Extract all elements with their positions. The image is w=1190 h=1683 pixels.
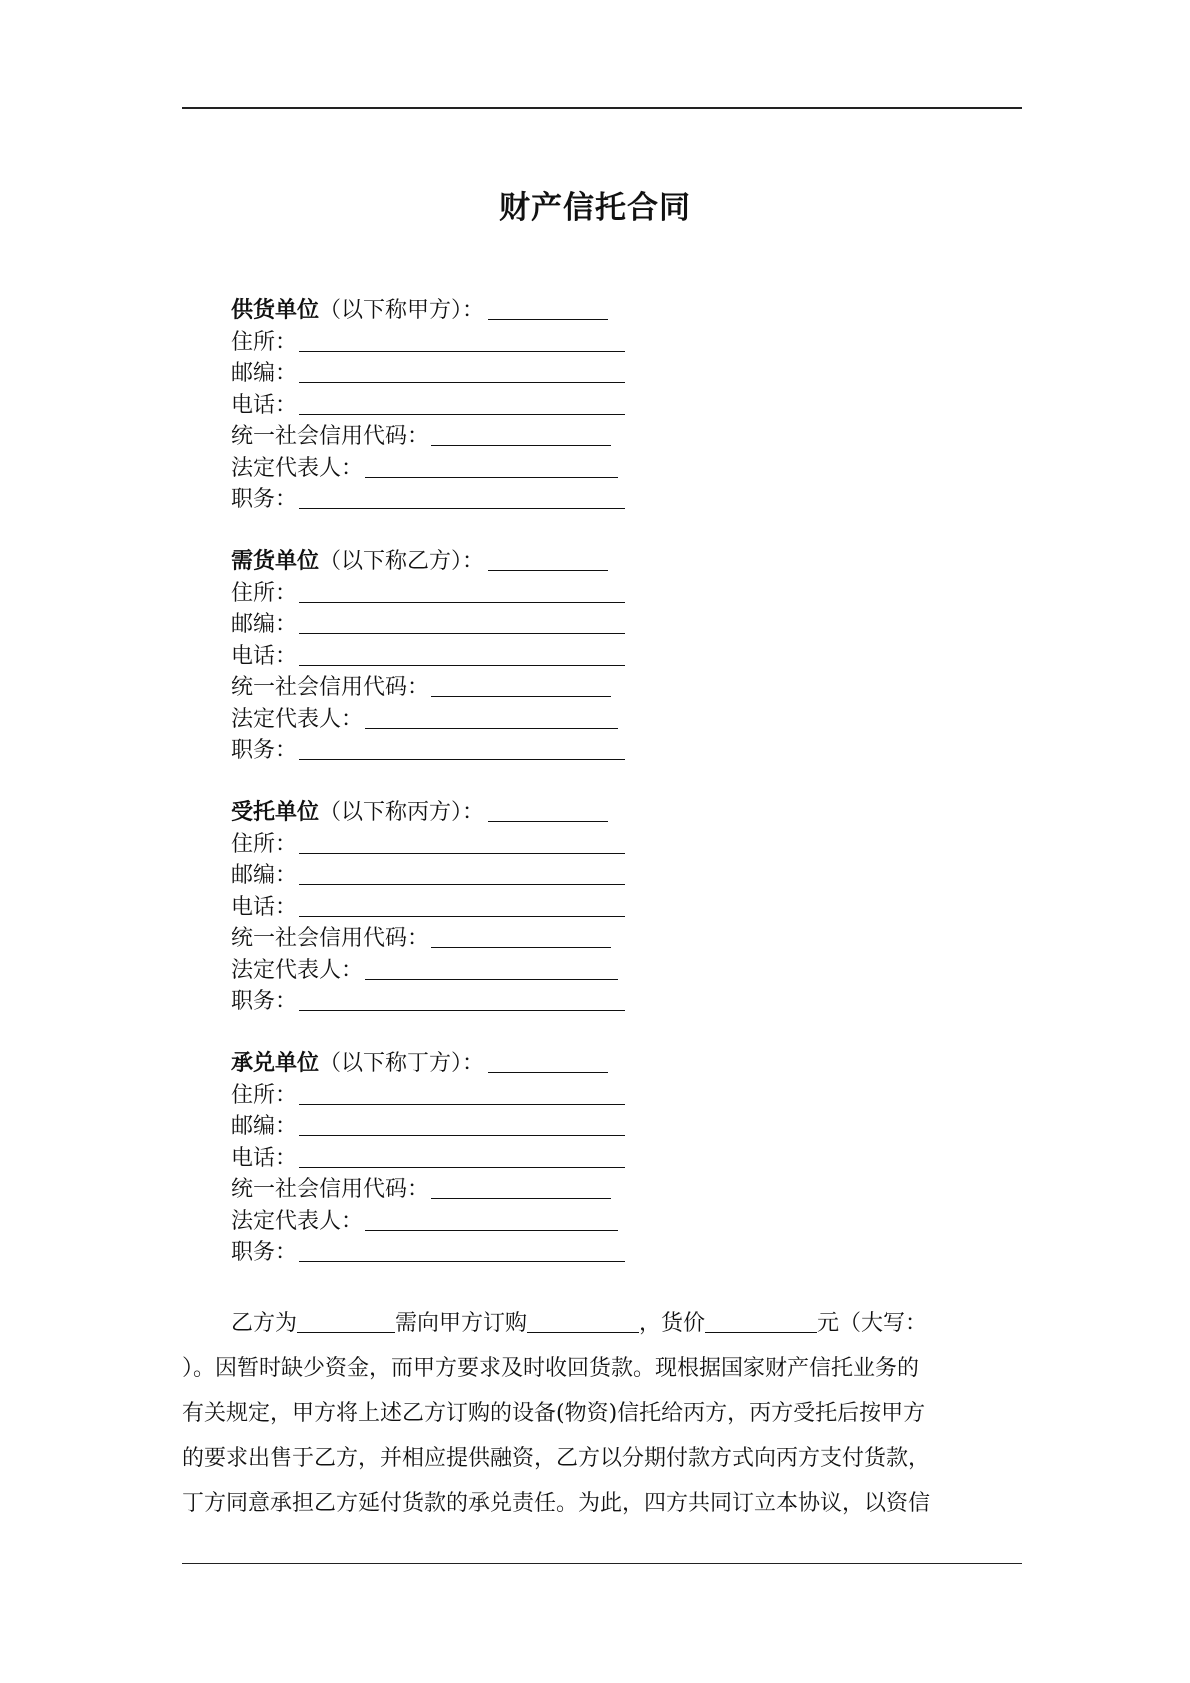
field-label: 电话： [231, 894, 298, 920]
field-blank[interactable] [299, 831, 625, 854]
paragraph-text: 乙方为 [231, 1311, 298, 1336]
field-blank[interactable] [365, 957, 618, 980]
field-blank[interactable] [431, 925, 611, 948]
field-row [231, 577, 951, 609]
field-label: 法定代表人： [231, 455, 364, 481]
field-blank[interactable] [299, 1113, 625, 1136]
field-row [231, 703, 951, 735]
purpose-blank[interactable] [297, 1310, 395, 1333]
field-row [231, 671, 951, 703]
contract-paragraph [182, 1301, 1022, 1526]
field-blank[interactable] [299, 360, 625, 383]
field-row [231, 954, 951, 986]
field-label: 住所： [231, 580, 298, 606]
paragraph-text: 丁方同意承担乙方延付货款的承兑责任。为此，四方共同订立本协议，以资信 [182, 1491, 931, 1516]
field-blank[interactable] [299, 988, 625, 1011]
party-heading-suffix: （以下称乙方）： [319, 549, 485, 574]
field-label: 住所： [231, 329, 298, 355]
party-name-blank[interactable] [488, 1050, 608, 1073]
field-row [231, 859, 951, 891]
party-name-blank[interactable] [488, 297, 608, 320]
party-heading [231, 796, 951, 828]
field-label: 统一社会信用代码： [231, 1177, 430, 1202]
field-row [231, 1236, 951, 1268]
field-row [231, 1079, 951, 1111]
party-heading [231, 1047, 951, 1079]
party-name-blank[interactable] [488, 799, 608, 822]
paragraph-line [182, 1436, 1022, 1481]
field-label: 邮编： [231, 1114, 298, 1139]
field-label: 住所： [231, 831, 298, 857]
field-blank[interactable] [299, 611, 625, 634]
field-row [231, 828, 951, 860]
price-blank[interactable] [705, 1310, 817, 1333]
field-label: 住所： [231, 1082, 298, 1108]
field-row [231, 922, 951, 954]
field-label: 电话： [231, 643, 298, 669]
field-row [231, 891, 951, 923]
paragraph-line [182, 1391, 1022, 1436]
footer-rule [182, 1563, 1022, 1564]
field-blank[interactable] [365, 1208, 618, 1231]
field-label: 职务： [231, 989, 298, 1014]
field-label: 法定代表人： [231, 957, 364, 983]
field-row [231, 483, 951, 515]
party-heading-suffix: （以下称甲方）： [319, 298, 485, 323]
field-blank[interactable] [299, 486, 625, 509]
field-label: 邮编： [231, 612, 298, 637]
party-heading-label: 需货单位 [231, 548, 320, 574]
field-label: 统一社会信用代码： [231, 926, 430, 951]
field-row [231, 640, 951, 672]
paragraph-text: 元（大写： [817, 1311, 928, 1336]
party-heading [231, 545, 951, 577]
field-blank[interactable] [365, 455, 618, 478]
field-blank[interactable] [299, 392, 625, 415]
paragraph-text: ）。因暂时缺少资金，而甲方要求及时收回货款。现根据国家财产信托业务的 [182, 1356, 920, 1381]
party-block-a [231, 294, 951, 515]
field-blank[interactable] [299, 1145, 625, 1168]
field-row [231, 608, 951, 640]
field-blank[interactable] [299, 643, 625, 666]
field-label: 统一社会信用代码： [231, 424, 430, 449]
field-row [231, 389, 951, 421]
party-heading-suffix: （以下称丁方）： [319, 1051, 485, 1076]
field-row [231, 326, 951, 358]
paragraph-line [182, 1301, 1022, 1346]
party-heading [231, 294, 951, 326]
field-row [231, 452, 951, 484]
field-row [231, 1173, 951, 1205]
field-row [231, 420, 951, 452]
party-heading-label: 供货单位 [231, 297, 320, 323]
paragraph-text: ，货价 [639, 1311, 706, 1336]
party-heading-label: 受托单位 [231, 799, 320, 825]
field-label: 电话： [231, 1145, 298, 1171]
field-blank[interactable] [431, 423, 611, 446]
field-label: 法定代表人： [231, 1208, 364, 1234]
field-blank[interactable] [299, 1082, 625, 1105]
field-row [231, 357, 951, 389]
field-blank[interactable] [431, 674, 611, 697]
field-label: 职务： [231, 487, 298, 512]
field-row [231, 1142, 951, 1174]
field-blank[interactable] [365, 706, 618, 729]
party-name-blank[interactable] [488, 548, 608, 571]
party-block-d [231, 1047, 951, 1268]
field-row [231, 1110, 951, 1142]
field-blank[interactable] [299, 1239, 625, 1262]
field-blank[interactable] [299, 894, 625, 917]
field-label: 职务： [231, 738, 298, 763]
field-label: 职务： [231, 1240, 298, 1265]
party-heading-suffix: （以下称丙方）： [319, 800, 485, 825]
item-blank[interactable] [527, 1310, 639, 1333]
field-row [231, 734, 951, 766]
field-blank[interactable] [431, 1176, 611, 1199]
field-label: 邮编： [231, 863, 298, 888]
document-title: 财产信托合同 [499, 190, 691, 226]
paragraph-text: 有关规定，甲方将上述乙方订购的设备(物资)信托给丙方，丙方受托后按甲方 [182, 1401, 926, 1426]
paragraph-text: 的要求出售于乙方，并相应提供融资，乙方以分期付款方式向丙方支付货款， [182, 1446, 931, 1471]
field-blank[interactable] [299, 580, 625, 603]
field-label: 统一社会信用代码： [231, 675, 430, 700]
header-rule [182, 107, 1022, 109]
field-row [231, 1205, 951, 1237]
field-label: 邮编： [231, 361, 298, 386]
field-label: 电话： [231, 392, 298, 418]
party-block-c [231, 796, 951, 1017]
field-blank[interactable] [299, 329, 625, 352]
paragraph-line [182, 1346, 1022, 1391]
paragraph-line [182, 1481, 1022, 1526]
party-heading-label: 承兑单位 [231, 1050, 320, 1076]
field-blank[interactable] [299, 737, 625, 760]
field-row [231, 985, 951, 1017]
field-label: 法定代表人： [231, 706, 364, 732]
party-block-b [231, 545, 951, 766]
paragraph-text: 需向甲方订购 [395, 1311, 528, 1336]
field-blank[interactable] [299, 862, 625, 885]
